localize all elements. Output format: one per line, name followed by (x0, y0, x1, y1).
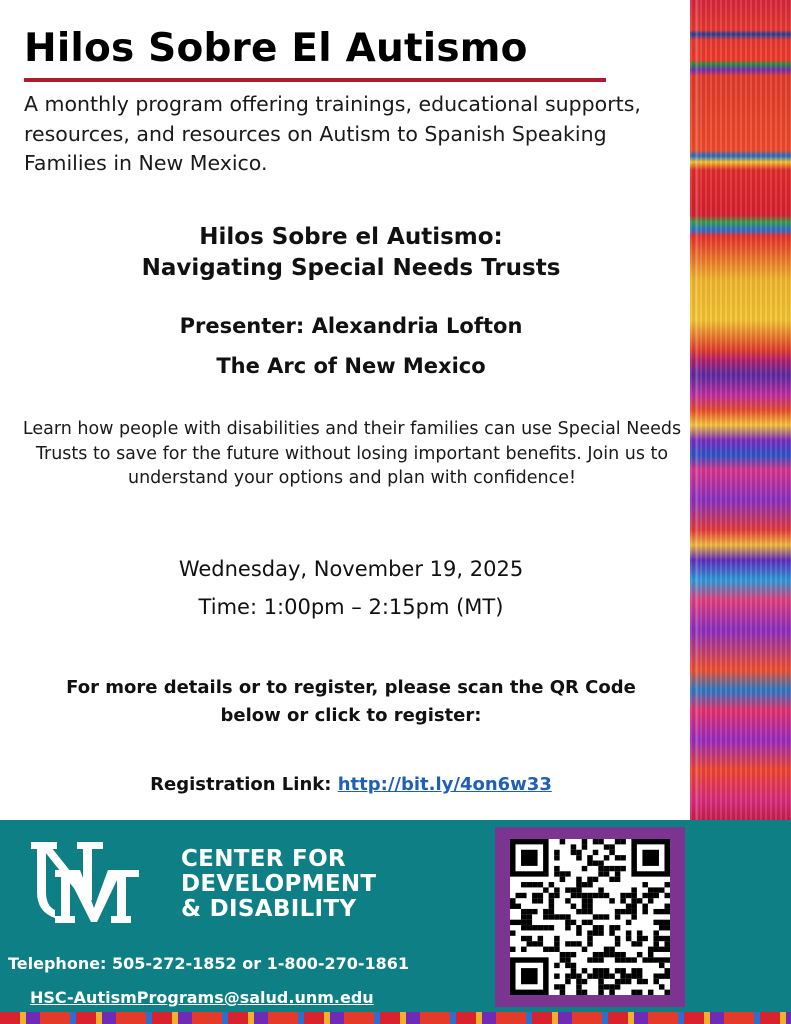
registration-link-label: Registration Link: (150, 774, 332, 795)
registration-link-row (0, 774, 702, 795)
event-time: Time: 1:00pm – 2:15pm (MT) (198, 595, 504, 619)
cdd-wordmark (181, 847, 376, 922)
page-title: Hilos Sobre El Autismo (24, 26, 528, 71)
event-date: Wednesday, November 19, 2025 (178, 557, 524, 581)
textile-image (690, 0, 791, 820)
event-title (0, 222, 702, 284)
registration-details-line1: For more details or to register, please scan the QR Code (66, 677, 636, 698)
title-underline (24, 78, 606, 82)
registration-details-line2: below or click to register: (220, 705, 482, 726)
qr-code-icon[interactable] (510, 839, 670, 995)
telephone: Telephone: 505-272-1852 or 1-800-270-1861 (8, 954, 410, 973)
unm-logo-icon (25, 840, 160, 942)
intro-text: A monthly program offering trainings, educational supports, resources, and resources on Autism to Spanish Speaking Families in New Mexico. (24, 92, 641, 175)
organization: The Arc of New Mexico (216, 354, 486, 378)
registration-details (0, 674, 702, 730)
presenter: Presenter: Alexandria Lofton (179, 314, 523, 338)
event-description: Learn how people with disabilities and their families can use Special Needs Trusts to save for the future without losing important benefits. Join us to understand your options and plan with confidence! (22, 419, 682, 488)
email-link[interactable]: HSC-AutismPrograms@salud.unm.edu (30, 988, 374, 1007)
wordmark-line1: CENTER FOR (181, 846, 346, 872)
registration-link[interactable]: http://bit.ly/4on6w33 (337, 774, 552, 795)
event-title-line2: Navigating Special Needs Trusts (141, 255, 561, 281)
qr-code-graphic (510, 839, 670, 995)
textile-strip (0, 1012, 791, 1024)
event-title-line1: Hilos Sobre el Autismo: (199, 224, 503, 250)
footer (0, 820, 791, 1012)
qr-frame (495, 827, 685, 1007)
wordmark-line3: & DISABILITY (181, 896, 357, 922)
wordmark-line2: DEVELOPMENT (181, 871, 377, 897)
